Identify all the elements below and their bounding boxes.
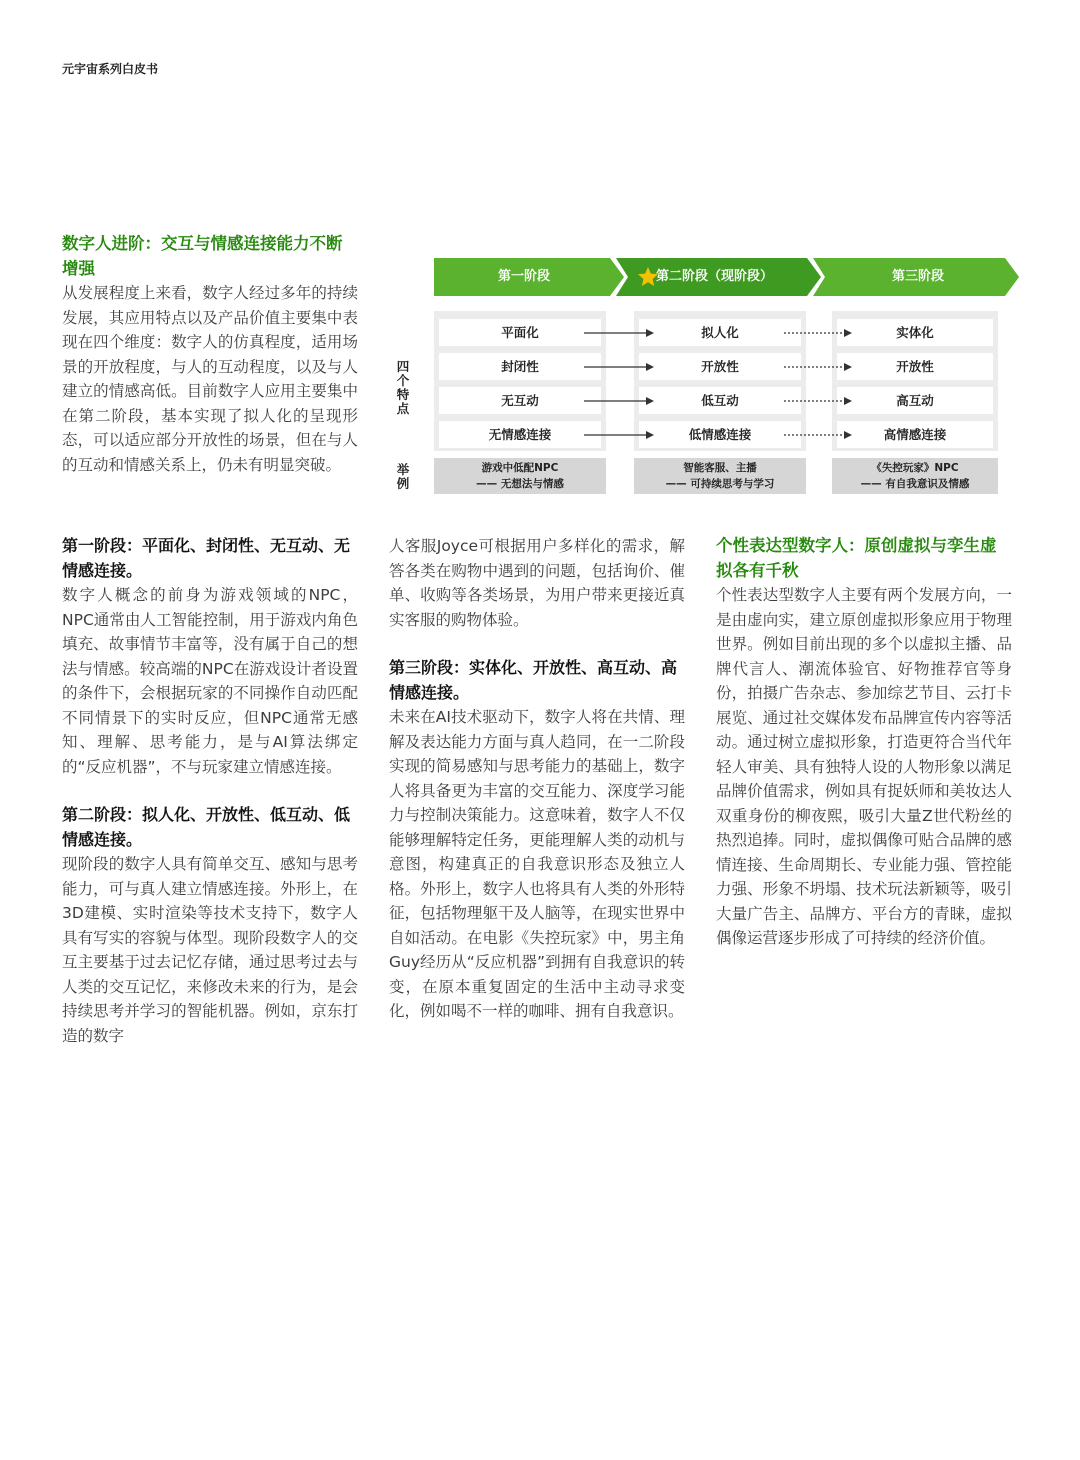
- star-icon: [638, 267, 658, 287]
- stage-1-title: 第一阶段: [497, 269, 550, 284]
- column-2: [389, 534, 685, 1024]
- arrow-right-icon: [584, 328, 654, 338]
- example-line: 游戏中低配NPC: [481, 462, 559, 474]
- personal-digital-human-heading: 个性表达型数字人：原创虚拟与孪生虚拟各有千秋: [716, 536, 997, 580]
- stage-3-feature: 高情感连接: [837, 421, 993, 448]
- series-title: 元宇宙系列白皮书: [62, 62, 159, 76]
- stage-3-heading: 第三阶段：实体化、开放性、高互动、高情感连接。: [389, 658, 678, 702]
- arrow-right-icon: [584, 396, 654, 406]
- stage-3-feature: 实体化: [837, 319, 993, 346]
- personal-digital-human-body: 个性表达型数字人主要有两个发展方向，一是由虚向实，建立原创虚拟形象应用于物理世界。例如目前出现的多个以虚拟主播、品牌代言人、潮流体验官、好物推荐官等身份，拍摄广告杂志、参加综艺节目、云打卡展览、通过社交媒体发布品牌宣传内容等活动。通过树立虚拟形象，打造更符合当代年轻人审美、具有独特人设的人物形象以满足品牌价值需求，例如具有捉妖师和美妆达人双重身份的柳夜熙，吸引大量Z世代粉丝的热烈追捧。同时，虚拟偶像可贴合品牌的感情连接、生命周期长、专业能力强、管控能力强、形象不坍塌、技术玩法新颖等，吸引大量广告主、品牌方、平台方的青睐，虚拟偶像运营逐步形成了可持续的经济价值。: [716, 586, 1012, 947]
- stage-2-feature: 开放性: [639, 353, 801, 380]
- stage-2-feature: 低互动: [639, 387, 801, 414]
- stage-2-body: 现阶段的数字人具有简单交互、感知与思考能力，可与真人建立情感连接。外形上，在3D建模、实时渲染等技术支持下，数字人具有写实的容貌与体型。现阶段数字人的交互主要基于过去记忆存储，通过思考过去与人类的交互记忆，来修改未来的行为，是会持续思考并学习的智能机器。例如，京东打造的数字: [62, 855, 358, 1045]
- stage-1-body: 数字人概念的前身为游戏领域的NPC，NPC通常由人工智能控制，用于游戏内角色填充、故事情节丰富等，没有属于自己的想法与情感。较高端的NPC在游戏设计者设置的条件下，会根据玩家的不同操作自动匹配不同情景下的实时反应，但NPC通常无感知、理解、思考能力，是与AI算法绑定的“反应机器”，不与玩家建立情感连接。: [62, 586, 358, 776]
- example-line: —— 有自我意识及情感: [860, 478, 970, 490]
- stage-2-title: 第二阶段（现阶段）: [656, 269, 774, 284]
- stage-3-example: [832, 458, 998, 494]
- intro-section: [62, 232, 358, 477]
- stage-1-feature: 平面化: [439, 319, 601, 346]
- dotted-arrow-icon: [784, 430, 852, 440]
- stage-1-heading: 第一阶段：平面化、封闭性、无互动、无情感连接。: [62, 536, 351, 580]
- arrow-right-icon: [584, 430, 654, 440]
- stage-1-example: [434, 458, 606, 494]
- example-line: 《失控玩家》NPC: [871, 462, 959, 474]
- stage-1-feature: 封闭性: [439, 353, 601, 380]
- stage-2-heading: 第二阶段：拟人化、开放性、低互动、低情感连接。: [62, 805, 351, 849]
- column-3: [716, 534, 1012, 951]
- example-line: —— 无想法与情感: [476, 478, 564, 490]
- stage-2-feature: 低情感连接: [639, 421, 801, 448]
- stage-2-feature: 拟人化: [639, 319, 801, 346]
- stage-1-header: [434, 258, 624, 296]
- intro-body: 从发展程度上来看，数字人经过多年的持续发展，其应用特点以及产品价值主要集中表现在四个维度：数字人的仿真程度，适用场景的开放程度，与人的互动程度，以及与人建立的情感高低。目前数字人应用主要集中在第二阶段，基本实现了拟人化的呈现形态，可以适应部分开放性的场景，但在与人的互动和情感关系上，仍未有明显突破。: [62, 284, 358, 474]
- stage-2-features: [634, 311, 806, 451]
- example-line: 智能客服、主播: [683, 462, 757, 474]
- continued-body: 人客服Joyce可根据用户多样化的需求，解答各类在购物中遇到的问题，包括询价、催单、收购等各类场景，为用户带来更接近真实客服的购物体验。: [389, 537, 685, 629]
- stage-3-features: [832, 311, 998, 451]
- column-1: [62, 534, 358, 1048]
- dotted-arrow-icon: [784, 362, 852, 372]
- stage-1-feature: 无互动: [439, 387, 601, 414]
- example-line: —— 可持续思考与学习: [665, 478, 775, 490]
- row-label-features: 四个特点: [396, 359, 410, 416]
- stage-3-feature: 开放性: [837, 353, 993, 380]
- row-label-examples: 举例: [396, 462, 410, 491]
- intro-heading: 数字人进阶：交互与情感连接能力不断增强: [62, 234, 343, 278]
- stage-3-title: 第三阶段: [891, 269, 944, 284]
- dotted-arrow-icon: [784, 396, 852, 406]
- stage-2-header: [616, 258, 821, 296]
- stages-diagram: [396, 258, 1022, 498]
- stage-3-body: 未来在AI技术驱动下，数字人将在共情、理解及表达能力方面与真人趋同，在一二阶段实现的简易感知与思考能力的基础上，数字人将具备更为丰富的交互能力、深度学习能力与控制决策能力。这意味着，数字人不仅能够理解特定任务，更能理解人类的动机与意图，构建真正的自我意识形态及独立人格。外形上，数字人也将具有人类的外形特征，包括物理躯干及人脑等，在现实世界中自如活动。在电影《失控玩家》中，男主角Guy经历从“反应机器”到拥有自我意识的转变，在原本重复固定的生活中主动寻求变化，例如喝不一样的咖啡、拥有自我意识。: [389, 708, 685, 1020]
- stage-1-features: [434, 311, 606, 451]
- stage-2-example: [634, 458, 806, 494]
- arrow-right-icon: [584, 362, 654, 372]
- dotted-arrow-icon: [784, 328, 852, 338]
- stage-3-feature: 高互动: [837, 387, 993, 414]
- stage-1-feature: 无情感连接: [439, 421, 601, 448]
- stage-3-header: [813, 258, 1019, 296]
